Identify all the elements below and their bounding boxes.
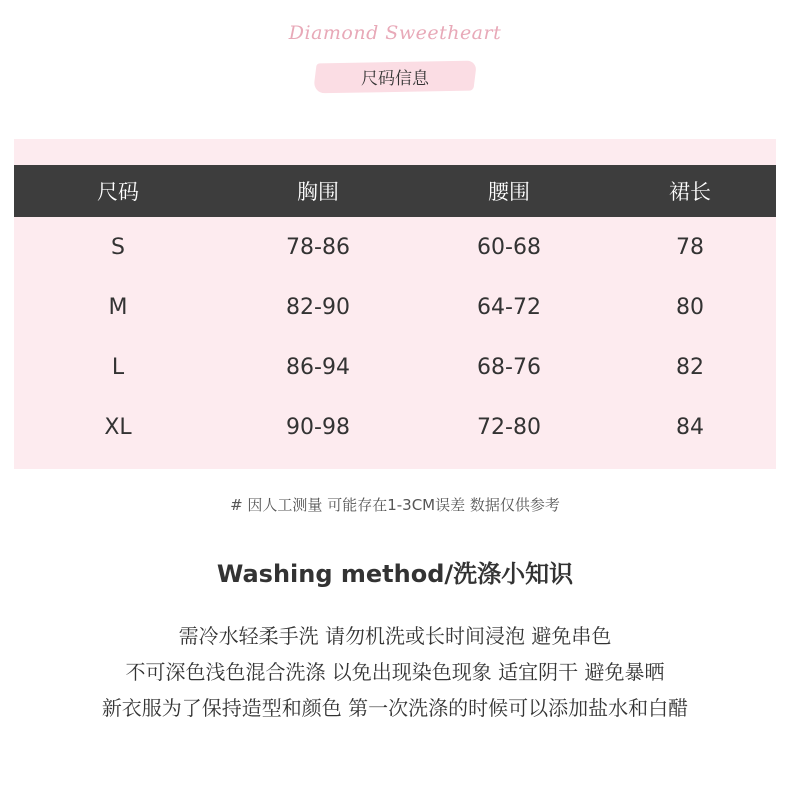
size-table-body: [14, 217, 776, 457]
measurement-note: # 因人工测量 可能存在1-3CM误差 数据仅供参考: [230, 496, 560, 514]
size-cell: M: [108, 294, 128, 320]
skirt-length-cell: 78: [676, 234, 704, 260]
waist-cell: 60-68: [477, 234, 541, 260]
column-header-waist: 腰围: [488, 180, 530, 204]
waist-cell: 64-72: [477, 294, 541, 320]
table-row: [14, 217, 776, 277]
column-header-skirt-length: 裙长: [669, 180, 711, 204]
size-cell: XL: [104, 414, 132, 440]
bust-cell: 82-90: [286, 294, 350, 320]
section-title: 尺码信息: [361, 69, 429, 89]
table-row: [14, 397, 776, 457]
column-header-bust: 胸围: [297, 180, 339, 204]
size-cell: S: [111, 234, 125, 260]
waist-cell: 72-80: [477, 414, 541, 440]
skirt-length-cell: 80: [676, 294, 704, 320]
skirt-length-cell: 84: [676, 414, 704, 440]
bust-cell: 78-86: [286, 234, 350, 260]
brand-logo-script: Diamond Sweetheart: [288, 22, 502, 44]
washing-instruction-line: 新衣服为了保持造型和颜色 第一次洗涤的时候可以添加盐水和白醋: [101, 696, 689, 720]
bust-cell: 90-98: [286, 414, 350, 440]
table-row: [14, 277, 776, 337]
size-table-header: [14, 165, 776, 217]
washing-instruction-line: 需冷水轻柔手洗 请勿机洗或长时间浸泡 避免串色: [178, 624, 612, 648]
size-chart-panel: [14, 139, 776, 469]
size-cell: L: [111, 354, 125, 380]
table-row: [14, 337, 776, 397]
skirt-length-cell: 82: [676, 354, 704, 380]
washing-instructions: [0, 618, 790, 726]
column-header-size: 尺码: [97, 180, 139, 204]
waist-cell: 68-76: [477, 354, 541, 380]
bust-cell: 86-94: [286, 354, 350, 380]
washing-heading: Washing method/洗涤小知识: [216, 560, 574, 588]
washing-instruction-line: 不可深色浅色混合洗涤 以免出现染色现象 适宜阴干 避免暴晒: [125, 660, 665, 684]
